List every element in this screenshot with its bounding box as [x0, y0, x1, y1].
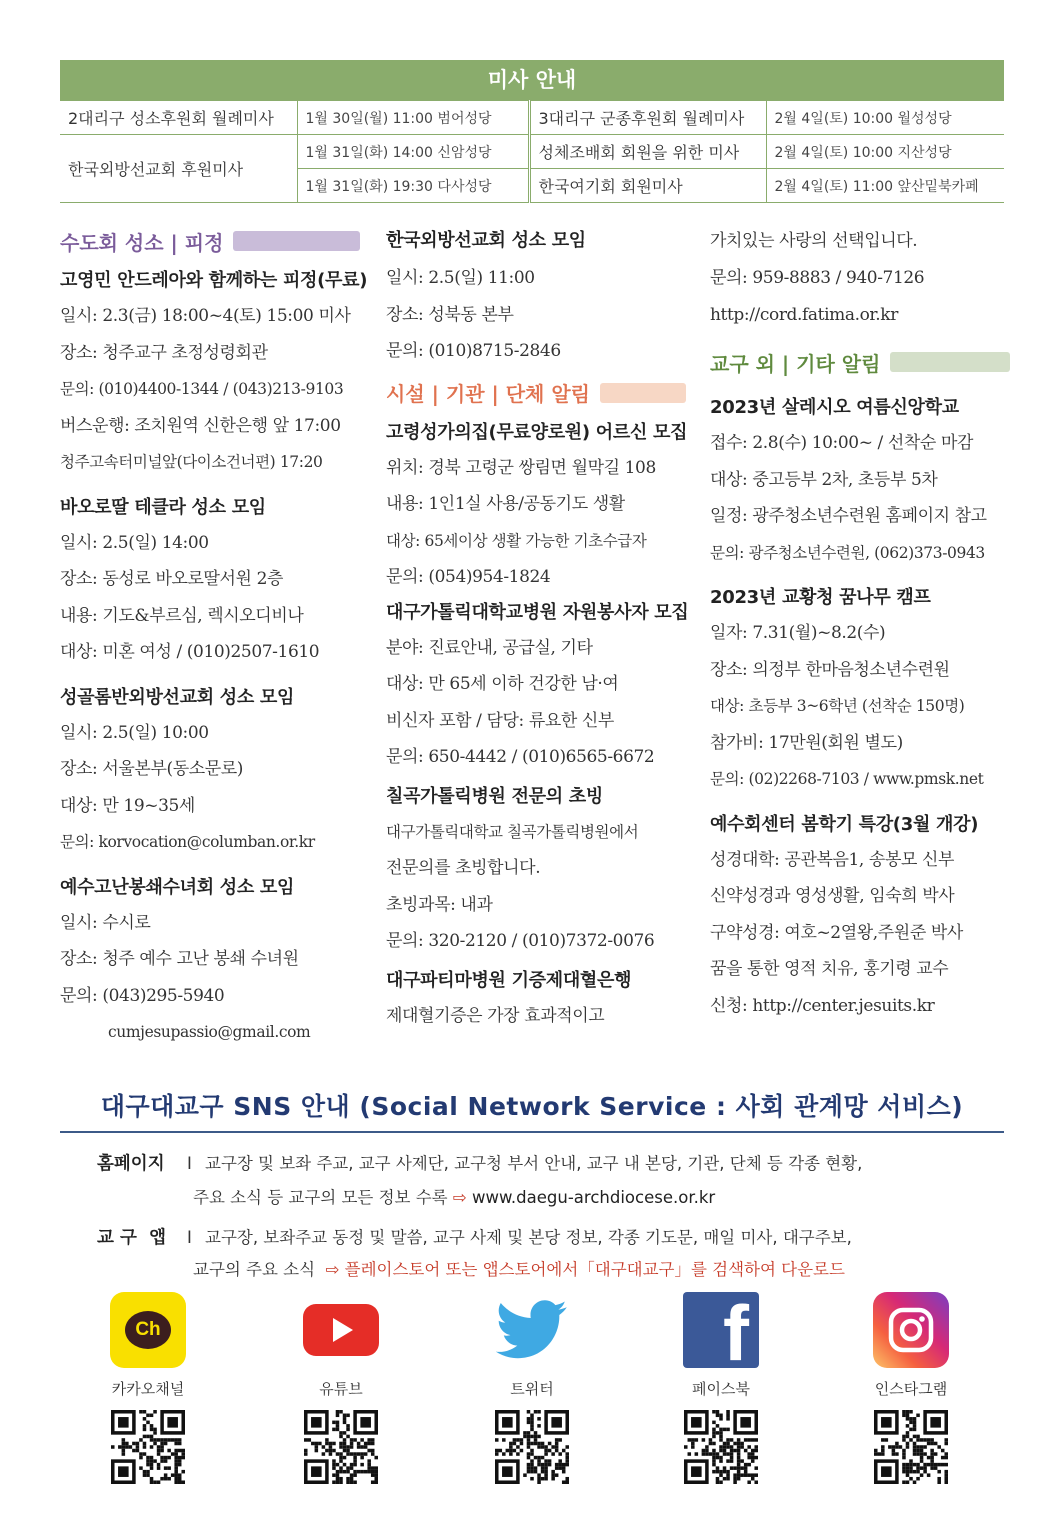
- sns-instagram[interactable]: [866, 1292, 956, 1488]
- app-download-text: 플레이스토어 또는 앱스토어에서「대구대교구」를 검색하여 다운로드: [344, 1260, 845, 1279]
- app-label: 교 구 앱: [97, 1228, 166, 1248]
- qr-code[interactable]: [304, 1410, 378, 1484]
- homepage-row-2: [193, 1184, 715, 1208]
- mass-name: 성체조배회 회원을 위한 미사: [529, 135, 766, 169]
- table-row: [60, 135, 1004, 169]
- mass-time: 2월 4일(토) 11:00 앞산밑북카페: [766, 169, 1004, 203]
- item-line: 꿈을 통한 영적 치유, 홍기령 교수: [710, 959, 949, 979]
- notice-item: [386, 596, 689, 776]
- mass-time: 1월 31일(화) 19:30 다사성당: [297, 169, 529, 203]
- section-bar: [600, 383, 686, 403]
- item-line: 분야: 진료안내, 공급실, 기타: [386, 637, 593, 658]
- icon-label: 유튜브: [319, 1380, 363, 1398]
- item-line: 대상: 미혼 여성 / (010)2507-1610: [60, 642, 320, 662]
- item-line: 대구가톨릭대학교 칠곡가톨릭병원에서: [386, 822, 639, 841]
- item-line: 일시: 수시로: [60, 912, 151, 933]
- item-title: 성골롬반외방선교회 성소 모임: [60, 686, 295, 708]
- item-title: 대구파티마병원 기증제대혈은행: [386, 969, 632, 991]
- item-line: 장소: 청주 예수 고난 봉쇄 수녀원: [60, 949, 299, 969]
- section-title-text: 수도회 성소 | 피정: [60, 230, 224, 255]
- qr-code[interactable]: [495, 1410, 569, 1484]
- item-line: 문의: 959-8883 / 940-7126: [710, 268, 925, 288]
- item-line: 접수: 2.8(수) 10:00~ / 선착순 마감: [710, 433, 973, 453]
- notice-item: [386, 780, 686, 960]
- item-line: 문의: 광주청소년수련원, (062)373-0943: [710, 543, 985, 562]
- column-religious-vocations: [60, 222, 368, 1051]
- section-title-text: 교구 외 | 기타 알림: [710, 351, 881, 376]
- item-title: 예수회센터 봄학기 특강(3월 개강): [710, 813, 979, 835]
- sns-kakao[interactable]: [103, 1292, 193, 1488]
- item-line: 일정: 광주청소년수련원 홈페이지 참고: [710, 506, 987, 526]
- sns-title: 대구대교구 SNS 안내 (Social Network Service : 사회 관계망 서비스): [60, 1083, 1004, 1133]
- item-line: 내용: 1인1실 사용/공동기도 생활: [386, 494, 625, 514]
- item-line: 버스운행: 조치원역 신한은행 앞 17:00: [60, 415, 341, 436]
- item-line: 내용: 기도&부르심, 렉시오디비나: [60, 605, 304, 626]
- facebook-icon[interactable]: f: [683, 1292, 759, 1368]
- mass-name: 2대리구 성소후원회 월례미사: [60, 101, 297, 135]
- section-title-text: 시설 | 기관 | 단체 알림: [386, 382, 590, 406]
- icon-label: 카카오채널: [111, 1380, 185, 1398]
- column-facilities: [386, 222, 689, 1034]
- item-line: 장소: 동성로 바오로딸서원 2층: [60, 569, 284, 589]
- item-line: 초빙과목: 내과: [386, 894, 493, 915]
- item-line: 장소: 서울본부(동소문로): [60, 759, 244, 779]
- mass-time: 1월 31일(화) 14:00 신암성당: [297, 135, 529, 169]
- homepage-label: 홈페이지: [97, 1154, 165, 1174]
- notice-item: [386, 964, 686, 1035]
- youtube-icon[interactable]: [303, 1292, 379, 1368]
- item-line: 대상: 중고등부 2차, 초등부 5차: [710, 469, 938, 490]
- app-desc-2: 교구의 주요 소식: [193, 1260, 316, 1279]
- item-line: 문의: (010)8715-2846: [386, 341, 561, 361]
- mass-time: 1월 30일(월) 11:00 범어성당: [297, 101, 529, 135]
- notice-item: [386, 416, 686, 596]
- item-line: 성경대학: 공관복음1, 송봉모 신부: [710, 849, 955, 870]
- item-line: 일자: 7.31(월)~8.2(수): [710, 623, 886, 643]
- item-line: 일시: 2.5(일) 11:00: [386, 268, 535, 288]
- item-line: 일시: 2.3(금) 18:00~4(토) 15:00 미사: [60, 306, 351, 326]
- notice-item: [60, 681, 360, 861]
- item-title: 2023년 교황청 꿈나무 캠프: [710, 587, 931, 608]
- homepage-link[interactable]: www.daegu-archdiocese.or.kr: [471, 1188, 716, 1207]
- item-title: 바오로딸 테클라 성소 모임: [60, 496, 266, 518]
- item-title: 예수고난봉쇄수녀회 성소 모임: [60, 876, 295, 898]
- item-line: 문의: 320-2120 / (010)7372-0076: [386, 931, 655, 951]
- kakao-channel-icon[interactable]: Ch: [110, 1292, 186, 1368]
- item-line: 문의: (054)954-1824: [386, 567, 551, 587]
- item-line: 문의: (02)2268-7103 / www.pmsk.net: [710, 770, 984, 788]
- item-line: 비신자 포함 / 담당: 류요한 신부: [386, 710, 614, 731]
- item-line: 신청: http://center.jesuits.kr: [710, 995, 935, 1016]
- item-line: 청주고속터미널앞(다이소건너편) 17:20: [60, 453, 323, 471]
- item-line: 장소: 의정부 한마음청소년수련원: [710, 659, 950, 680]
- sns-facebook[interactable]: [676, 1292, 766, 1488]
- item-line: 구약성경: 여호~2열왕,주원준 박사: [710, 922, 963, 943]
- mass-name: 한국외방선교회 후원미사: [60, 135, 297, 203]
- instagram-icon[interactable]: [873, 1292, 949, 1368]
- icon-label: 페이스북: [692, 1380, 750, 1398]
- item-line: 참가비: 17만원(회원 별도): [710, 732, 903, 753]
- arrow-icon: ⇨: [325, 1260, 340, 1279]
- item-title: 대구가톨릭대학교병원 자원봉사자 모집: [386, 601, 689, 623]
- item-line: 대상: 초등부 3~6학년 (선착순 150명): [710, 697, 965, 715]
- email-line: cumjesupassio@gmail.com: [108, 1023, 311, 1041]
- notice-item: [386, 222, 686, 370]
- homepage-row: [97, 1150, 862, 1175]
- item-line: 가치있는 사랑의 선택입니다.: [710, 231, 918, 251]
- icon-label: 인스타그램: [874, 1380, 948, 1398]
- section-title: [60, 222, 360, 260]
- sns-youtube[interactable]: [296, 1292, 386, 1488]
- section-title: [710, 343, 1010, 381]
- item-line: 전문의를 초빙합니다.: [386, 858, 541, 878]
- item-title: 칠곡가톨릭병원 전문의 초빙: [386, 785, 603, 807]
- item-line: 일시: 2.5(일) 10:00: [60, 722, 209, 743]
- section-title: [386, 374, 686, 412]
- mass-header: 미사 안내: [60, 60, 1004, 100]
- table-row: [60, 101, 1004, 135]
- notice-item: [60, 264, 368, 481]
- notice-item: [710, 581, 1010, 798]
- item-line: 신약성경과 영성생활, 임숙희 박사: [710, 886, 955, 906]
- homepage-desc-2: 주요 소식 등 교구의 모든 정보 수록: [193, 1188, 448, 1207]
- sns-twitter[interactable]: [487, 1292, 577, 1488]
- app-row-2: [193, 1256, 845, 1280]
- notice-item: [60, 491, 360, 671]
- app-desc: 교구장, 보좌주교 동정 및 말씀, 교구 사제 및 본당 정보, 각종 기도문, 매일 미사, 대구주보,: [205, 1228, 852, 1247]
- item-title: 고령성가의집(무료양로원) 어르신 모집: [386, 421, 688, 443]
- item-line: 일시: 2.5(일) 14:00: [60, 532, 209, 553]
- mass-name: 한국여기회 회원미사: [529, 169, 766, 203]
- item-line: 대상: 만 19~35세: [60, 795, 195, 816]
- item-line: 대상: 65세이상 생활 가능한 기초수급자: [386, 531, 647, 550]
- mass-table: [60, 100, 1004, 203]
- mass-time: 2월 4일(토) 10:00 월성성당: [766, 101, 1004, 135]
- mass-schedule: [60, 60, 1004, 203]
- app-row: [97, 1224, 852, 1249]
- item-line: 문의: (043)295-5940: [60, 985, 225, 1006]
- pipe-separator: I: [187, 1228, 192, 1247]
- item-title: 한국외방선교회 성소 모임: [386, 230, 586, 251]
- notice-item: [60, 871, 360, 1051]
- item-line: 위치: 경북 고령군 쌍림면 월막길 108: [386, 457, 656, 478]
- item-line: 장소: 청주교구 초정성령회관: [60, 342, 268, 363]
- item-line: http://cord.fatima.or.kr: [710, 304, 898, 325]
- section-bar: [233, 231, 360, 251]
- notice-item: [710, 391, 1010, 571]
- item-line: 제대혈기증은 가장 효과적이고: [386, 1005, 605, 1026]
- mass-name: 3대리구 군종후원회 월례미사: [529, 101, 766, 135]
- pipe-separator: I: [187, 1154, 192, 1173]
- item-line: 대상: 만 65세 이하 건강한 남·여: [386, 674, 619, 694]
- arrow-icon: ⇨: [452, 1188, 467, 1207]
- qr-code[interactable]: [111, 1410, 185, 1484]
- homepage-desc: 교구장 및 보좌 주교, 교구 사제단, 교구청 부서 안내, 교구 내 본당, 기관, 단체 등 각종 현황,: [205, 1154, 863, 1173]
- qr-code[interactable]: [874, 1410, 948, 1484]
- item-line: 장소: 성북동 본부: [386, 304, 514, 325]
- twitter-icon[interactable]: [494, 1292, 570, 1368]
- item-line: 문의: 650-4442 / (010)6565-6672: [386, 747, 655, 767]
- notice-item: [710, 808, 1010, 1025]
- column-other-notices: [710, 222, 1010, 1024]
- icon-label: 트위터: [510, 1380, 554, 1398]
- mass-time: 2월 4일(토) 10:00 지산성당: [766, 135, 1004, 169]
- qr-code[interactable]: [684, 1410, 758, 1484]
- section-bar: [890, 352, 1010, 372]
- item-line: 문의: (010)4400-1344 / (043)213-9103: [60, 380, 344, 398]
- item-title: 2023년 살레시오 여름신앙학교: [710, 397, 959, 418]
- item-line: 문의: korvocation@columban.or.kr: [60, 833, 315, 851]
- item-title: 고영민 안드레아와 함께하는 피정(무료): [60, 270, 368, 291]
